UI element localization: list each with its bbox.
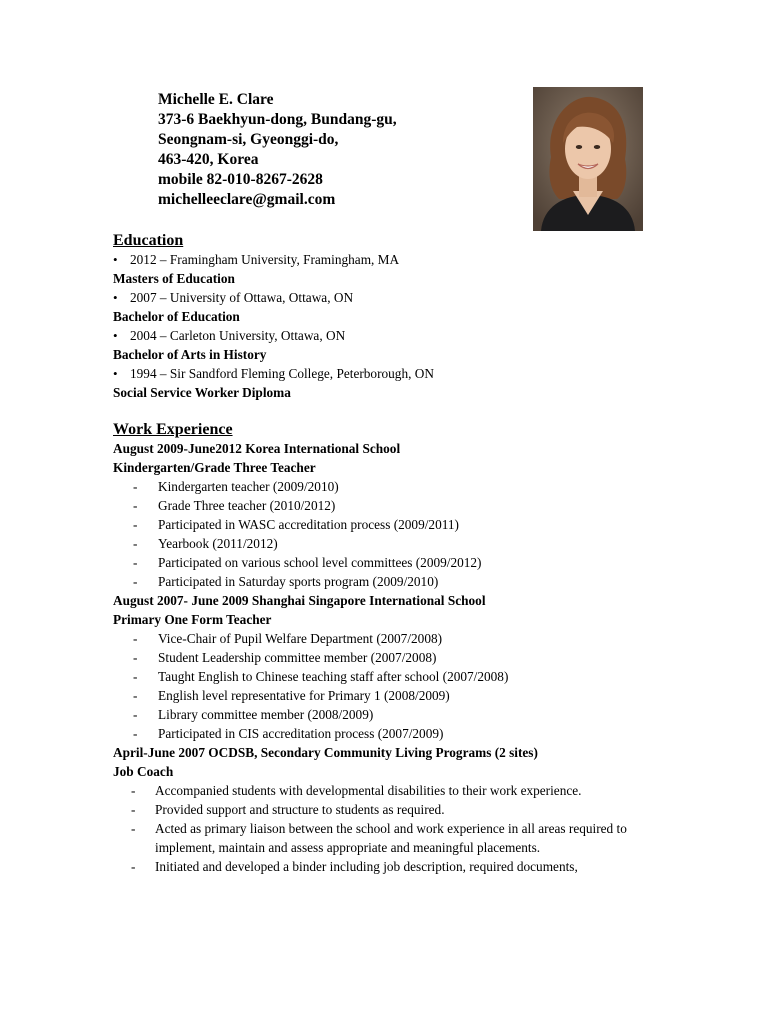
education-section xyxy=(113,231,673,402)
education-entry xyxy=(113,250,673,269)
list-item: - Participated in WASC accreditation process (2009/2011) xyxy=(133,517,459,532)
education-entry xyxy=(113,326,673,345)
degree-title: Social Service Worker Diploma xyxy=(113,385,291,400)
email-address: michelleeclare@gmail.com xyxy=(158,191,336,208)
list-item: - Participated on various school level committees (2009/2012) xyxy=(133,555,482,570)
dash-icon: - xyxy=(133,688,138,703)
bullet-icon: • xyxy=(113,328,118,343)
list-item: - Vice-Chair of Pupil Welfare Department (2007/2008) xyxy=(133,631,443,646)
dash-icon: - xyxy=(131,859,136,874)
list-item: - Taught English to Chinese teaching staff after school (2007/2008) xyxy=(133,669,509,684)
list-item: - Acted as primary liaison between the school and work experience in all areas required to implement, maintain and assess appropriate and meaningful placements. xyxy=(131,821,627,855)
dash-icon: - xyxy=(133,574,138,589)
degree-title: Bachelor of Education xyxy=(113,309,240,324)
list-item: - Provided support and structure to students as required. xyxy=(131,802,445,817)
education-entry-text: 2012 – Framingham University, Framingham, MA xyxy=(130,252,400,267)
list-item: - Kindergarten teacher (2009/2010) xyxy=(133,479,339,494)
bullet-icon: • xyxy=(113,252,118,267)
list-item: - Grade Three teacher (2010/2012) xyxy=(133,498,336,513)
job-role: Primary One Form Teacher xyxy=(113,612,272,627)
dash-icon: - xyxy=(131,783,136,798)
list-item: - Participated in Saturday sports program (2009/2010) xyxy=(133,574,439,589)
education-entry xyxy=(113,364,673,383)
list-item: - Library committee member (2008/2009) xyxy=(133,707,374,722)
work-experience-section xyxy=(113,420,673,876)
resume-body xyxy=(113,231,673,876)
bullet-icon: • xyxy=(113,290,118,305)
dash-icon: - xyxy=(133,498,138,513)
list-item: - Student Leadership committee member (2007/2008) xyxy=(133,650,437,665)
bullet-icon: • xyxy=(113,366,118,381)
job-heading: August 2009-June2012 Korea International School xyxy=(113,441,401,456)
section-title-education: Education xyxy=(113,232,184,249)
dash-icon: - xyxy=(133,707,138,722)
dash-icon: - xyxy=(133,555,138,570)
section-title-work-experience: Work Experience xyxy=(113,421,233,438)
dash-icon: - xyxy=(133,479,138,494)
mobile-number: mobile 82-010-8267-2628 xyxy=(158,171,323,188)
degree-title: Bachelor of Arts in History xyxy=(113,347,267,362)
contact-header xyxy=(158,90,397,210)
job-role: Job Coach xyxy=(113,764,174,779)
dash-icon: - xyxy=(133,726,138,741)
education-entry xyxy=(113,288,673,307)
list-item: - Initiated and developed a binder including job description, required documents, xyxy=(131,859,578,874)
applicant-name: Michelle E. Clare xyxy=(158,91,274,108)
list-item: - Participated in CIS accreditation process (2007/2009) xyxy=(133,726,444,741)
list-item: - Yearbook (2011/2012) xyxy=(133,536,278,551)
portrait-illustration xyxy=(533,87,643,231)
education-entry-text: 2007 – University of Ottawa, Ottawa, ON xyxy=(130,290,354,305)
job-role: Kindergarten/Grade Three Teacher xyxy=(113,460,316,475)
profile-photo xyxy=(533,87,643,231)
education-entry-text: 1994 – Sir Sandford Fleming College, Peterborough, ON xyxy=(130,366,434,381)
list-item: - Accompanied students with developmental disabilities to their work experience. xyxy=(131,783,582,798)
address-line-1: 373-6 Baekhyun-dong, Bundang-gu, xyxy=(158,111,397,128)
dash-icon: - xyxy=(131,821,136,836)
job-heading: April-June 2007 OCDSB, Secondary Community Living Programs (2 sites) xyxy=(113,745,538,760)
address-line-2: Seongnam-si, Gyeonggi-do, xyxy=(158,131,339,148)
education-entry-text: 2004 – Carleton University, Ottawa, ON xyxy=(130,328,346,343)
dash-icon: - xyxy=(133,669,138,684)
job-heading: August 2007- June 2009 Shanghai Singapore International School xyxy=(113,593,486,608)
address-line-3: 463-420, Korea xyxy=(158,151,259,168)
dash-icon: - xyxy=(133,536,138,551)
dash-icon: - xyxy=(133,631,138,646)
list-item: - English level representative for Primary 1 (2008/2009) xyxy=(133,688,450,703)
dash-icon: - xyxy=(133,517,138,532)
dash-icon: - xyxy=(133,650,138,665)
dash-icon: - xyxy=(131,802,136,817)
degree-title: Masters of Education xyxy=(113,271,235,286)
